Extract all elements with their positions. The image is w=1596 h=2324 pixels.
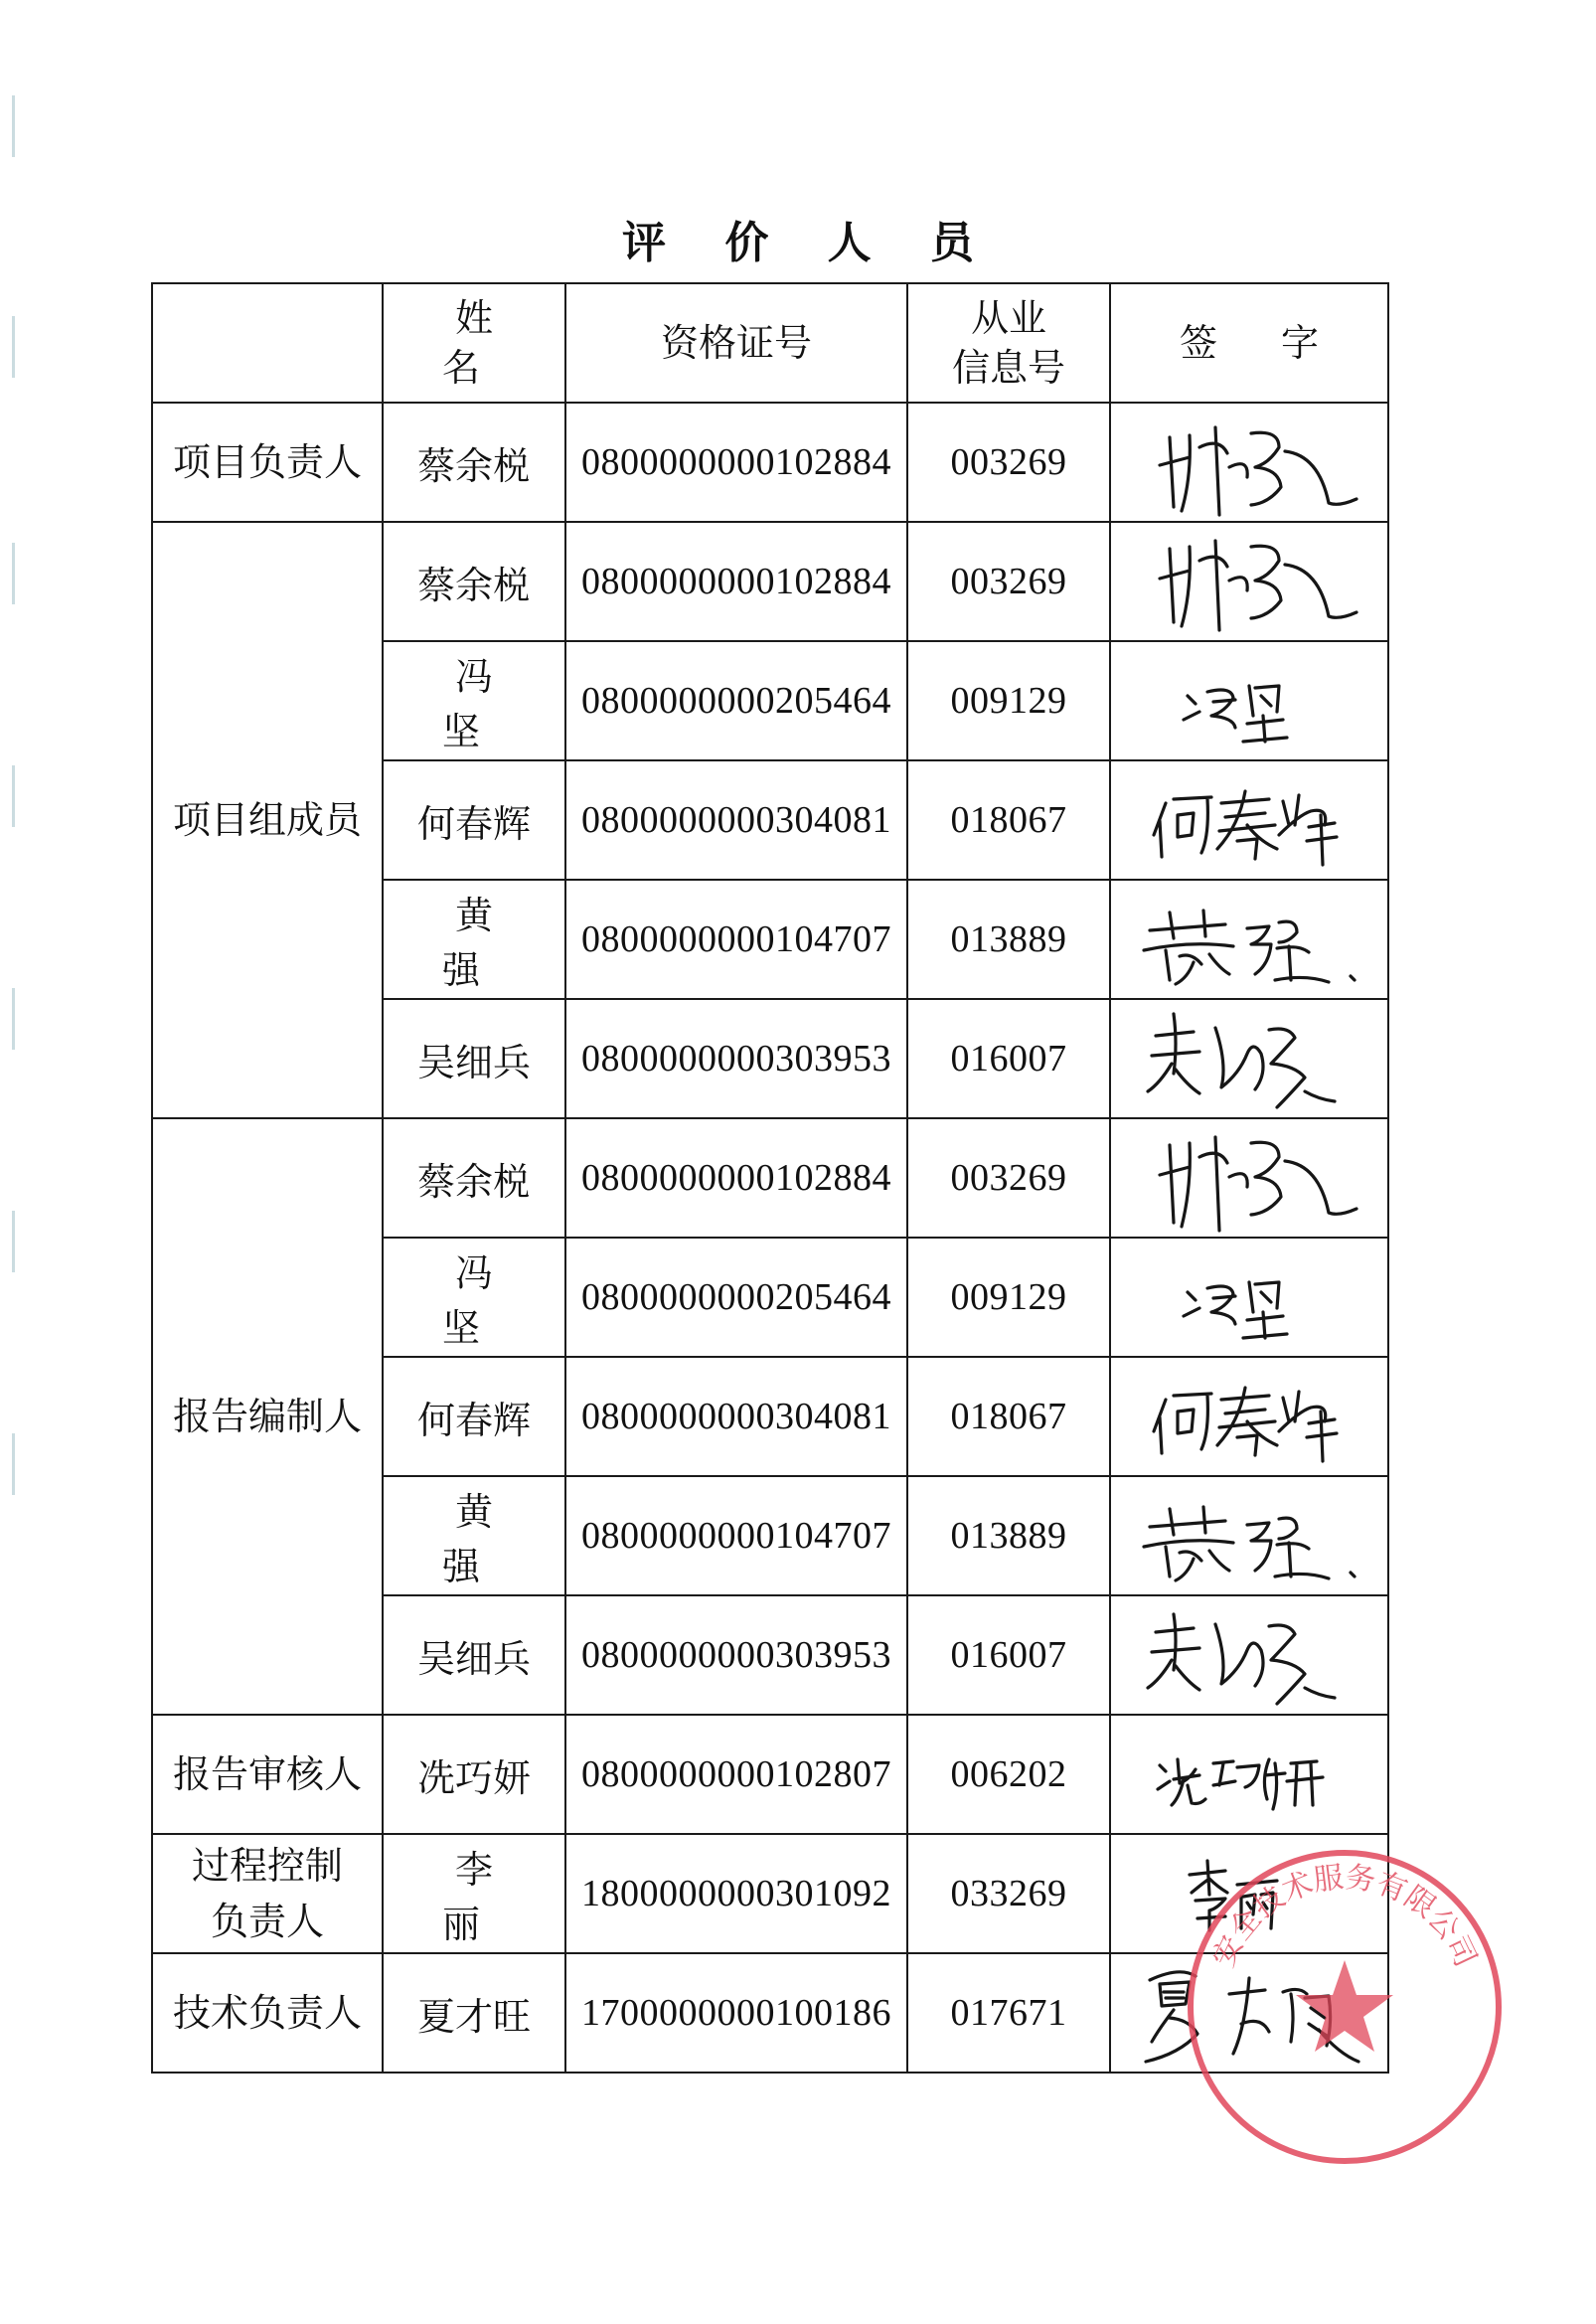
person-name [383,641,565,760]
cert-number: 0800000000304081 [565,760,907,880]
info-number: 016007 [907,999,1110,1118]
signature-cell [1110,1357,1388,1476]
evaluator-table [151,282,1389,2074]
info-number: 003269 [907,403,1110,522]
table-row [152,1118,1388,1238]
person-name: 何春辉 [383,1357,565,1476]
info-number: 009129 [907,641,1110,760]
signature-xian [1130,1720,1368,1829]
person-name-label: 黄 强 [441,1490,519,1588]
header-sign [1110,283,1388,403]
signature-he [1130,1362,1368,1471]
cert-number: 1700000000100186 [565,1953,907,2073]
role-process-control [152,1834,383,1953]
role-report-writers: 报告编制人 [152,1118,383,1715]
signature-huang [1130,1481,1368,1590]
binder-mark [12,1211,15,1272]
signature-cai [1130,527,1368,636]
info-number: 009129 [907,1238,1110,1357]
signature-huang [1130,885,1368,994]
person-name: 蔡余棁 [383,403,565,522]
info-number: 018067 [907,760,1110,880]
signature-feng [1130,646,1368,755]
cert-number: 0800000000303953 [565,999,907,1118]
role-project-lead: 项目负责人 [152,403,383,522]
signature-cai [1130,1123,1368,1233]
signature-cai [1130,408,1368,517]
signature-cell [1110,1715,1388,1834]
cert-number: 0800000000205464 [565,641,907,760]
signature-cell [1110,1595,1388,1715]
header-info-line1: 从业 [970,296,1046,340]
signature-xia [1130,1958,1368,2068]
person-name: 蔡余棁 [383,522,565,641]
role-report-reviewer: 报告审核人 [152,1715,383,1834]
info-number: 017671 [907,1953,1110,2073]
signature-cell [1110,999,1388,1118]
role-tech-lead: 技术负责人 [152,1953,383,2073]
person-name-label: 冯 坚 [441,1251,519,1350]
signature-cell [1110,1476,1388,1595]
signature-li [1130,1839,1368,1948]
info-number: 003269 [907,1118,1110,1238]
info-number: 013889 [907,880,1110,999]
cert-number: 0800000000102884 [565,1118,907,1238]
signature-cell [1110,1953,1388,2073]
signature-he [1130,765,1368,875]
binder-mark [12,1433,15,1495]
signature-cell [1110,522,1388,641]
cert-number: 0800000000303953 [565,1595,907,1715]
role-project-members: 项目组成员 [152,522,383,1118]
cert-number: 1800000000301092 [565,1834,907,1953]
role-process-control-line1: 过程控制 [191,1844,343,1888]
header-row [152,283,1388,403]
cert-number: 0800000000304081 [565,1357,907,1476]
person-name-label: 李 丽 [441,1848,519,1946]
table-row [152,1715,1388,1834]
table-row [152,522,1388,641]
header-sign-label: 签 字 [1179,321,1346,365]
header-info [907,283,1110,403]
person-name: 蔡余棁 [383,1118,565,1238]
header-name-label: 姓 名 [441,296,519,390]
person-name: 夏才旺 [383,1953,565,2073]
header-name [383,283,565,403]
binder-mark [12,316,15,378]
cert-number: 0800000000205464 [565,1238,907,1357]
info-number: 006202 [907,1715,1110,1834]
header-info-line2: 信息号 [951,346,1065,390]
binder-marks [12,0,20,2324]
person-name [383,1238,565,1357]
info-number: 016007 [907,1595,1110,1715]
cert-number: 0800000000104707 [565,880,907,999]
signature-cell [1110,760,1388,880]
binder-mark [12,988,15,1050]
table-row [152,1953,1388,2073]
person-name [383,880,565,999]
info-number: 018067 [907,1357,1110,1476]
role-process-control-line2: 负责人 [210,1900,324,1943]
cert-number: 0800000000104707 [565,1476,907,1595]
info-number: 013889 [907,1476,1110,1595]
cert-number: 0800000000102884 [565,403,907,522]
person-name: 何春辉 [383,760,565,880]
header-cert: 资格证号 [565,283,907,403]
signature-cell [1110,641,1388,760]
signature-cell [1110,403,1388,522]
signature-cell [1110,1118,1388,1238]
binder-mark [12,765,15,827]
signature-feng [1130,1243,1368,1352]
signature-cell [1110,880,1388,999]
seal-text: 安全技术服务有限公司 [1205,1860,1484,1973]
signature-cell [1110,1238,1388,1357]
person-name-label: 黄 强 [441,894,519,992]
cert-number: 0800000000102884 [565,522,907,641]
signature-wu [1130,1004,1368,1113]
info-number: 003269 [907,522,1110,641]
table-row [152,1834,1388,1953]
person-name-label: 冯 坚 [441,655,519,753]
signature-cell [1110,1834,1388,1953]
person-name [383,1834,565,1953]
person-name [383,1476,565,1595]
header-role [152,283,383,403]
page-title: 评 价 人 员 [622,218,996,268]
binder-mark [12,95,15,157]
person-name: 吴细兵 [383,1595,565,1715]
cert-number: 0800000000102807 [565,1715,907,1834]
table-row [152,403,1388,522]
signature-wu [1130,1600,1368,1710]
person-name: 冼巧妍 [383,1715,565,1834]
binder-mark [12,543,15,604]
info-number: 033269 [907,1834,1110,1953]
person-name: 吴细兵 [383,999,565,1118]
